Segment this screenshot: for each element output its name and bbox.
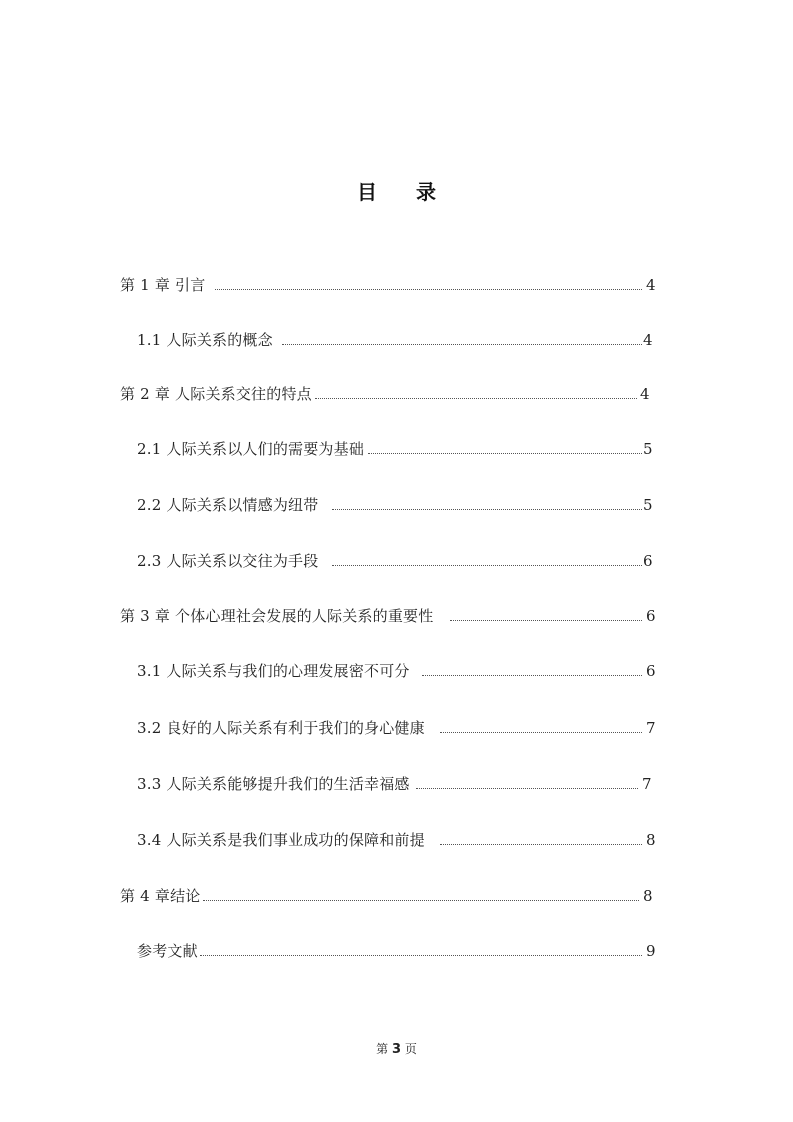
toc-entry-label: 2.1 人际关系以人们的需要为基础: [137, 437, 365, 461]
toc-entry-label: 2.2 人际关系以情感为纽带: [137, 493, 319, 517]
toc-leader-dots: [422, 675, 642, 676]
toc-entry-page: 5: [643, 440, 653, 458]
toc-leader-dots: [203, 900, 639, 901]
toc-entry-page: 7: [642, 775, 652, 793]
toc-entry-page: 6: [643, 552, 653, 570]
toc-entry-section-3-3[interactable]: [0, 772, 793, 796]
toc-entry-label: 第 3 章 个体心理社会发展的人际关系的重要性: [120, 604, 434, 628]
toc-leader-dots: [440, 844, 642, 845]
toc-entry-page: 4: [643, 331, 653, 349]
toc-entry-page: 5: [643, 496, 653, 514]
toc-entry-page: 7: [646, 719, 656, 737]
toc-entry-chapter-2[interactable]: [0, 382, 793, 406]
toc-leader-dots: [368, 453, 642, 454]
toc-entry-section-2-1[interactable]: [0, 437, 793, 461]
page-footer: [0, 1040, 793, 1057]
footer-page-number: 3: [391, 1042, 402, 1057]
toc-entry-label: 第 1 章 引言: [120, 273, 206, 297]
toc-entry-label: 2.3 人际关系以交往为手段: [137, 549, 319, 573]
toc-leader-dots: [282, 344, 642, 345]
toc-entry-section-3-4[interactable]: [0, 828, 793, 852]
toc-entry-page: 4: [640, 385, 650, 403]
toc-leader-dots: [215, 289, 642, 290]
toc-entry-label: 3.4 人际关系是我们事业成功的保障和前提: [137, 828, 426, 852]
toc-entry-page: 8: [646, 831, 656, 849]
toc-entry-section-3-2[interactable]: [0, 716, 793, 740]
toc-entry-page: 9: [646, 942, 656, 960]
toc-entry-label: 第 4 章结论: [120, 884, 201, 908]
toc-entry-label: 3.1 人际关系与我们的心理发展密不可分: [137, 659, 411, 683]
toc-entry-label: 参考文献: [137, 939, 199, 963]
toc-entry-page: 6: [646, 662, 656, 680]
toc-entry-label: 3.3 人际关系能够提升我们的生活幸福感: [137, 772, 411, 796]
toc-leader-dots: [440, 732, 642, 733]
toc-leader-dots: [200, 955, 642, 956]
toc-entry-section-3-1[interactable]: [0, 659, 793, 683]
toc-leader-dots: [315, 398, 637, 399]
toc-leader-dots: [450, 620, 642, 621]
toc-entry-section-2-3[interactable]: [0, 549, 793, 573]
toc-entry-references[interactable]: [0, 939, 793, 963]
toc-leader-dots: [332, 509, 642, 510]
toc-entry-section-1-1[interactable]: [0, 328, 793, 352]
toc-entry-chapter-1[interactable]: [0, 273, 793, 297]
toc-entry-section-2-2[interactable]: [0, 493, 793, 517]
toc-entry-chapter-3[interactable]: [0, 604, 793, 628]
toc-entry-chapter-4[interactable]: [0, 884, 793, 908]
toc-leader-dots: [416, 788, 638, 789]
toc-entry-label: 1.1 人际关系的概念: [137, 328, 274, 352]
toc-entry-page: 6: [646, 607, 656, 625]
toc-entry-label: 第 2 章 人际关系交往的特点: [120, 382, 313, 406]
footer-suffix: 页: [404, 1042, 417, 1056]
toc-entry-page: 4: [646, 276, 656, 294]
toc-leader-dots: [332, 565, 642, 566]
toc-entry-label: 3.2 良好的人际关系有利于我们的身心健康: [137, 716, 426, 740]
toc-entry-page: 8: [643, 887, 653, 905]
toc-title: 目 录: [357, 180, 452, 204]
footer-prefix: 第: [376, 1042, 389, 1056]
